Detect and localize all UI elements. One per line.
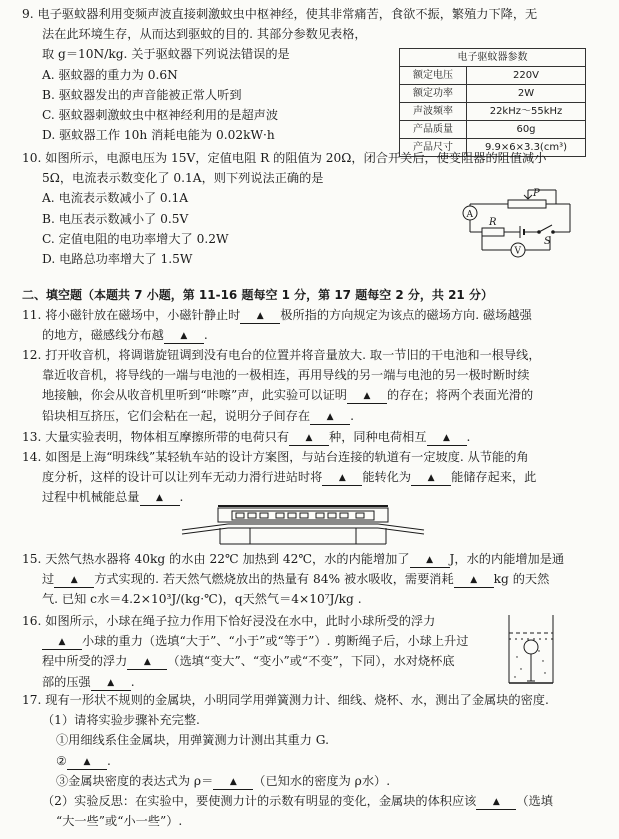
answer-blank[interactable]: ▲: [91, 676, 131, 691]
table-row: [400, 85, 586, 103]
answer-blank[interactable]: ▲: [42, 635, 82, 650]
q12-line-1: 12. 打开收音机，将调谐旋钮调到没有电台的位置并将音量放大. 取一节旧的干电池和一根导线，: [22, 348, 541, 362]
q17-line-2: （1）请将实验步骤补充完整.: [42, 713, 200, 728]
q15-text-3: 过: [42, 572, 55, 587]
ball-icon: [524, 640, 538, 654]
answer-blank[interactable]: ▲: [127, 655, 167, 670]
q14-text-2: 度分析，这样的设计可以让列车无动力滑行进站时将: [42, 470, 323, 485]
q9-line-1: 9. 电子驱蚊器利用变频声波直接刺激蚊虫中枢神经，使其非常痛苦，食欲不振，繁殖力下降，无: [22, 7, 538, 21]
resistor-r: [482, 228, 504, 236]
switch-icon: [539, 225, 552, 232]
q9-line-3: 取 g＝10N/kg. 关于驱蚊器下列说法错误的是: [42, 47, 290, 62]
q17-step-2-end: .: [106, 753, 111, 768]
q16-text-4: （选填“变大”、“变小”或“不变”，下同），水对烧杯底: [167, 654, 455, 669]
question-15: [22, 549, 600, 610]
answer-blank[interactable]: ▲: [289, 431, 329, 446]
table-key: 产品尺寸: [400, 139, 467, 157]
table-value: 60g: [467, 121, 586, 139]
q17-reflection-end: （选填: [516, 794, 553, 809]
label-r: R: [489, 217, 497, 228]
question-12: [22, 345, 600, 426]
q10-option-a: A. 电流表示数减小了 0.1A: [42, 191, 189, 206]
q16-text-3: 程中所受的浮力: [42, 654, 128, 669]
q11-text-3: 的地方，磁感线分布越: [42, 328, 164, 343]
q11-text-4: .: [203, 328, 208, 343]
q9-option-b: B. 驱蚊器发出的声音能被正常人听到: [42, 87, 242, 102]
q14-text-3: 能转化为: [362, 470, 412, 485]
q12-text-3: 地接触，你会从收音机里听到“咔嚓”声，此实验可以证明: [42, 388, 347, 403]
q9-option-a: A. 驱蚊器的重力为 0.6N: [42, 67, 178, 82]
q12-text-4: 的存在；将两个表面光滑的: [386, 388, 534, 403]
q15-text-2: J，水的内能增加是通: [449, 552, 565, 566]
q15-text-1: 15. 天然气热水器将 40kg 的水由 22℃ 加热到 42℃，水的内能增加了: [22, 552, 410, 566]
answer-blank[interactable]: ▲: [213, 775, 253, 790]
q10-circuit-diagram: [458, 186, 586, 264]
q17-step-3: ③金属块密度的表达式为 ρ＝: [56, 773, 214, 788]
answer-blank[interactable]: ▲: [476, 795, 516, 810]
question-11: [22, 305, 600, 345]
table-row: [400, 67, 586, 85]
answer-blank[interactable]: ▲: [411, 471, 451, 486]
answer-blank[interactable]: ▲: [310, 410, 350, 425]
q15-line-3: 气. 已知 c水＝4.2×10³J/(kg·℃)，q天然气＝4×10⁷J/kg .: [42, 592, 362, 607]
q10-line-2: 5Ω，电流表示数变化了 0.1A，则下列说法正确的是: [42, 171, 324, 186]
q13-text-1: 13. 大量实验表明，物体相互摩擦所带的电荷只有: [22, 430, 290, 444]
label-p: P: [533, 188, 540, 199]
answer-blank[interactable]: ▲: [54, 573, 94, 588]
table-row: [400, 121, 586, 139]
q13-text-2: 种，同种电荷相互: [329, 430, 427, 444]
q17-line-7: “大一些”或“小一些”）.: [56, 814, 183, 829]
table-key: 额定功率: [400, 85, 467, 103]
answer-blank[interactable]: ▲: [140, 491, 180, 506]
rheostat: [508, 200, 546, 208]
answer-blank[interactable]: ▲: [454, 573, 494, 588]
q17-step-1: ①用细线系住金属块，用弹簧测力计测出其重力 G.: [56, 733, 329, 748]
question-14: [22, 447, 600, 508]
table-key: 声波频率: [400, 103, 467, 121]
q11-text-1: 11. 将小磁针放在磁场中，小磁针静止时: [22, 308, 241, 322]
q17-step-3-end: （已知水的密度为 ρ水）.: [253, 773, 391, 788]
q9-parameter-table: [399, 48, 586, 157]
q9-option-c: C. 驱蚊器刺激蚊虫中枢神经利用的是超声波: [42, 108, 279, 123]
answer-blank[interactable]: ▲: [67, 755, 107, 770]
q10-option-c: C. 定值电阻的电功率增大了 0.2W: [42, 231, 229, 246]
answer-blank[interactable]: ▲: [410, 553, 450, 568]
q16-line-1: 16. 如图所示，小球在绳子拉力作用下恰好浸没在水中，此时小球所受的浮力: [22, 614, 436, 628]
q17-line-1: 17. 现有一形状不规则的金属块，小明同学用弹簧测力计、细线、烧杯、水，测出了金属块的密度.: [22, 693, 549, 707]
q13-text-3: .: [466, 430, 471, 444]
question-17: [22, 690, 600, 831]
table-key: 产品质量: [400, 121, 467, 139]
table-value: 2W: [467, 85, 586, 103]
q16-text-5: 部的压强: [42, 674, 91, 689]
q11-text-2: 极所指的方向规定为该点的磁场方向. 磁场越强: [280, 308, 532, 322]
q14-text-6: .: [179, 490, 184, 505]
q15-text-4: 方式实现的. 若天然气燃烧放出的热量有 84% 被水吸收，需要消耗: [94, 572, 454, 587]
q17-reflection: （2）实验反思：在实验中，要使测力计的示数有明显的变化，金属块的体积应该: [42, 794, 477, 809]
q15-text-5: kg 的天然: [493, 572, 550, 587]
q10-option-d: D. 电路总功率增大了 1.5W: [42, 252, 193, 267]
q10-option-b: B. 电压表示数减小了 0.5V: [42, 211, 189, 226]
q14-line-1: 14. 如图是上海“明珠线”某轻轨车站的设计方案图，与站台连接的轨道有一定坡度. 从节能的角: [22, 450, 529, 464]
q14-station-figure: [180, 504, 426, 546]
section-2-heading: 二、填空题（本题共 7 小题，第 11-16 题每空 1 分，第 17 题每空 2 分，共 21 分）: [22, 288, 493, 302]
label-s: S: [544, 236, 551, 247]
label-v: V: [514, 246, 521, 257]
answer-blank[interactable]: ▲: [322, 471, 362, 486]
q17-step-2: ②: [56, 753, 67, 768]
q16-text-6: .: [130, 674, 135, 689]
answer-blank[interactable]: ▲: [164, 329, 204, 344]
answer-blank[interactable]: ▲: [240, 309, 280, 324]
q10-line-1: 10. 如图所示，电源电压为 15V，定值电阻 R 的阻值为 20Ω，闭合开关后，使变阻器的阻值减小: [22, 151, 547, 165]
table-row: [400, 103, 586, 121]
answer-blank[interactable]: ▲: [427, 431, 467, 446]
q14-text-4: 能储存起来，此: [451, 470, 537, 485]
question-13: [22, 427, 600, 447]
table-value: 220V: [467, 67, 586, 85]
q14-text-5: 过程中机械能总量: [42, 490, 140, 505]
table-key: 额定电压: [400, 67, 467, 85]
train-icon: [232, 511, 374, 520]
q9-line-2: 法在此环境生存，从而达到驱蚊的目的. 其部分参数见表格，: [42, 27, 367, 42]
q12-text-6: .: [350, 408, 354, 423]
answer-blank[interactable]: ▲: [347, 389, 387, 404]
q12-text-5: 铅块相互挤压，它们会粘在一起，说明分子间存在: [42, 408, 311, 423]
table-caption: 电子驱蚊器参数: [400, 49, 586, 67]
table-value: 22kHz～55kHz: [467, 103, 586, 121]
q12-line-2: 靠近收音机，将导线的一端与电池的一极相连，再用导线的另一端与电池的另一极时断时续: [42, 368, 530, 383]
label-a: A: [466, 210, 473, 220]
q16-text-2: 小球的重力（选填“大于”、“小于”或“等于”）. 剪断绳子后，小球上升过: [82, 634, 469, 649]
q16-beaker-figure: [503, 611, 559, 687]
table-value: 9.9×6×3.3(cm³): [467, 139, 586, 157]
q9-option-d: D. 驱蚊器工作 10h 消耗电能为 0.02kW·h: [42, 128, 275, 143]
